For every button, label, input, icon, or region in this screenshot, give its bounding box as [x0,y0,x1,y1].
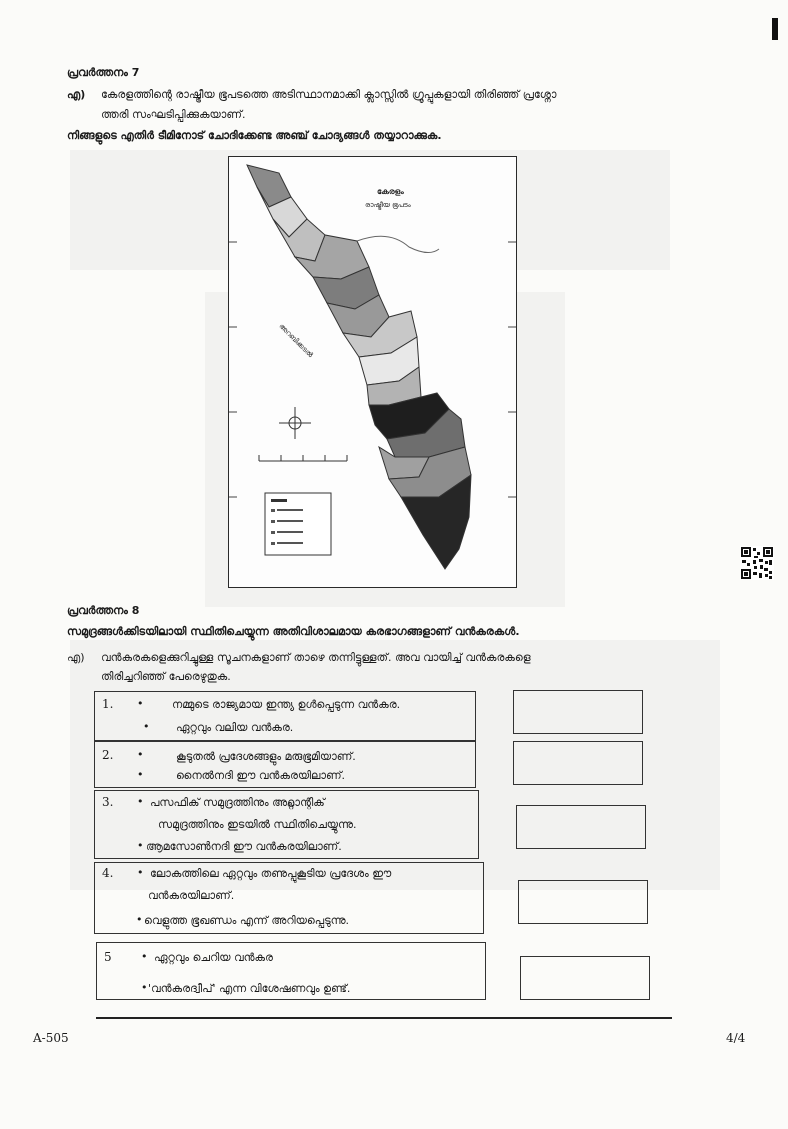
bullet-icon: • [137,748,144,761]
kerala-political-map [228,156,517,588]
answer-box-4[interactable] [518,880,648,924]
bullet-icon: • [136,913,143,926]
qr-code-icon [740,546,774,580]
bullet-icon: • [137,866,144,879]
bullet-icon: • [143,720,150,733]
clue-3-line-1b: സമുദ്രത്തിനും ഇടയിൽ സ്ഥിതിചെയ്യുന്നു. [158,818,357,831]
clue-3-line-1: പസഫിക് സമുദ്രത്തിനും അറ്റ്ലാന്റിക് [150,796,325,809]
activity-8-label: എ) [67,651,85,664]
footer-divider [96,1017,672,1019]
map-sea-label: അറബിക്കടൽ [277,322,315,360]
clue-1-line-2: ഏറ്റവും വലിയ വൻകര. [176,721,294,734]
bullet-icon: • [141,950,148,963]
clue-5-line-2: 'വൻകരദ്വീപ്' എന്ന വിശേഷണവും ഉണ്ട്. [148,982,351,995]
clue-4-line-1b: വൻകരയിലാണ്. [148,889,235,902]
clue-2-line-1: കൂടുതൽ പ്രദേശങ്ങളും മരുഭൂമിയാണ്. [176,750,356,763]
answer-box-1[interactable] [513,690,643,734]
bullet-icon: • [141,981,148,994]
clue-number-4: 4. [102,866,114,880]
bullet-icon: • [137,768,144,781]
bullet-icon: • [137,795,144,808]
activity-8-intro: സമുദ്രങ്ങൾക്കിടയിലായി സ്ഥിതിചെയ്യുന്ന അതിവിശാലമായ കരഭാഗങ്ങളാണ് വൻകരകൾ. [67,625,520,638]
clue-2-line-2: നൈൽനദി ഈ വൻകരയിലാണ്. [176,769,346,782]
clue-number-5: 5 [104,950,112,964]
clue-3-line-2: ആമസോൺനദി ഈ വൻകരയിലാണ്. [146,840,342,853]
page-number: 4/4 [726,1031,746,1045]
activity-7-label: എ) [67,88,86,101]
clue-1-line-1: നമ്മുടെ രാജ്യമായ ഇന്ത്യ ഉൾപ്പെടുന്ന വൻകര. [172,698,401,711]
clue-5-line-1: ഏറ്റവും ചെറിയ വൻകര [154,951,273,964]
clue-number-2: 2. [102,748,114,762]
activity-8-instruction-2: തിരിച്ചറിഞ്ഞ് പേരെഴുതുക. [101,670,231,683]
activity-7-text-1: കേരളത്തിന്റെ രാഷ്ട്രീയ ഭൂപടത്തെ അടിസ്ഥാനമാക്കി ക്ലാസ്സിൽ ഗ്രൂപ്പുകളായി തിരിഞ്ഞ് പ്രശ്നോ [101,88,557,101]
activity-8-heading: പ്രവർത്തനം 8 [67,604,140,617]
activity-8-instruction-1: വൻകരകളെക്കുറിച്ചുള്ള സൂചനകളാണ് താഴെ തന്നിട്ടുള്ളത്. അവ വായിച്ച് വൻകരകളെ [101,651,531,664]
bullet-icon: • [137,839,144,852]
clue-4-line-1: ലോകത്തിലെ ഏറ്റവും തണുപ്പുകൂടിയ പ്രദേശം ഈ [150,867,392,880]
clue-number-3: 3. [102,795,114,809]
bullet-icon: • [137,697,144,710]
map-title-2: രാഷ്ട്രീയ ഭൂപടം [365,201,411,209]
clue-4-line-2: വെളുത്ത ഭൂഖണ്ഡം എന്ന് അറിയപ്പെടുന്നു. [144,914,350,927]
paper-code: A-505 [33,1031,69,1045]
map-title-1: കേരളം [377,187,404,196]
activity-7-text-3: നിങ്ങളുടെ എതിർ ടീമിനോട് ചോദിക്കേണ്ട അഞ്ച് ചോദ്യങ്ങൾ തയ്യാറാക്കുക. [67,129,442,142]
activity-7-heading: പ്രവർത്തനം 7 [67,66,140,79]
answer-box-3[interactable] [516,805,646,849]
answer-box-2[interactable] [513,741,643,785]
activity-7-text-2: ത്തരി സംഘടിപ്പിക്കുകയാണ്. [101,108,246,121]
answer-box-5[interactable] [520,956,650,1000]
registration-mark [772,18,778,40]
clue-number-1: 1. [102,697,114,711]
